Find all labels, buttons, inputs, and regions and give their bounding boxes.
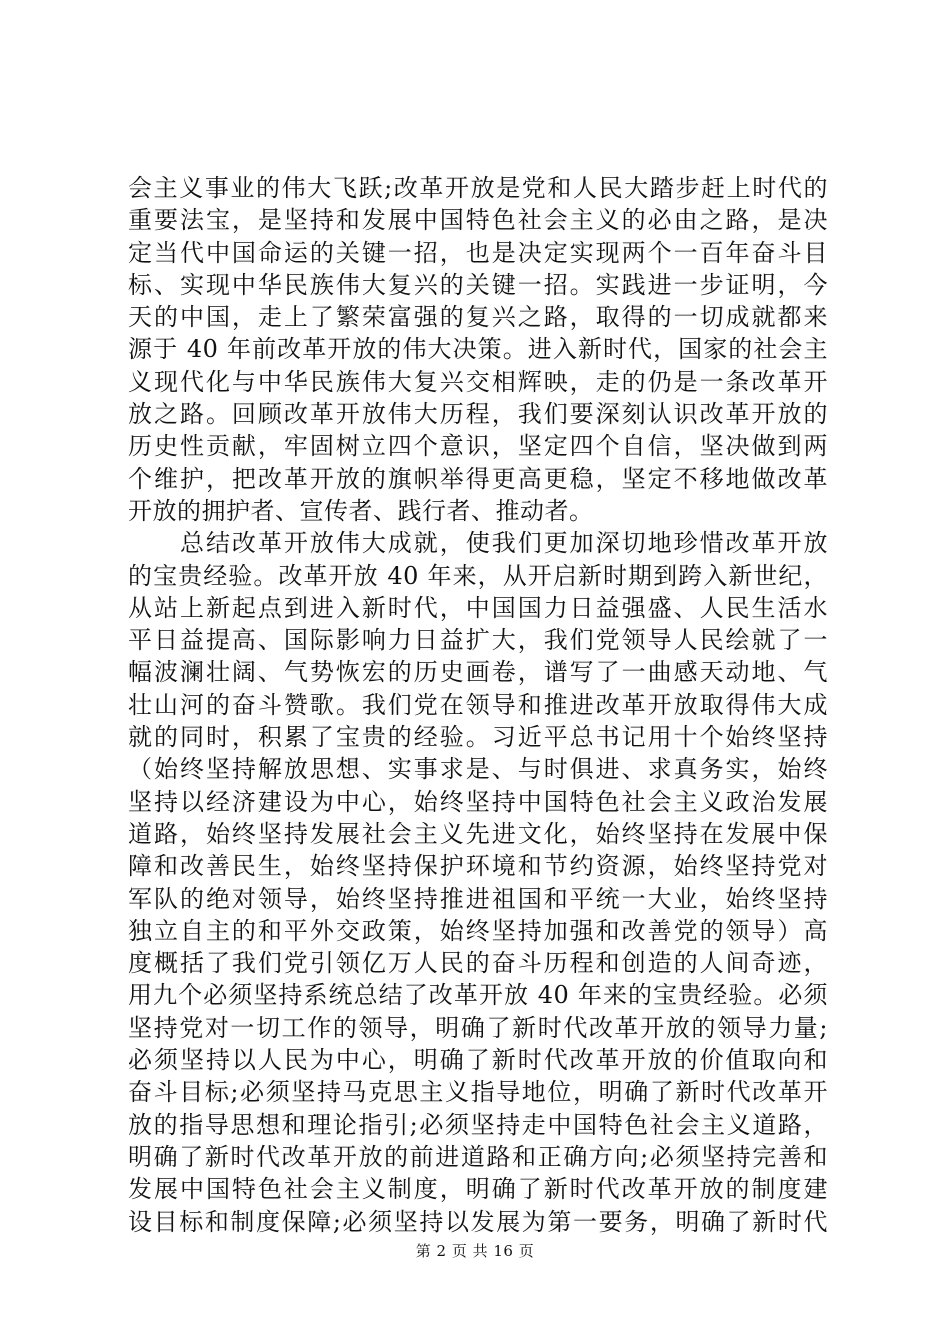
text-line: 幅波澜壮阔、气势恢宏的历史画卷，谱写了一曲感天动地、气 bbox=[128, 658, 828, 687]
text-line: 必须坚持以人民为中心，明确了新时代改革开放的价值取向和 bbox=[128, 1046, 828, 1075]
text-line: 独立自主的和平外交政策，始终坚持加强和改善党的领导）高 bbox=[128, 916, 828, 945]
text-line: 总结改革开放伟大成就，使我们更加深切地珍惜改革开放 bbox=[128, 529, 828, 558]
text-line: 明确了新时代改革开放的前进道路和正确方向;必须坚持完善和 bbox=[128, 1142, 828, 1171]
text-line: 就的同时，积累了宝贵的经验。习近平总书记用十个始终坚持 bbox=[128, 723, 828, 752]
text-line: 个维护，把改革开放的旗帜举得更高更稳，坚定不移地做改革 bbox=[128, 464, 828, 493]
text-line: 平日益提高、国际影响力日益扩大，我们党领导人民绘就了一 bbox=[128, 626, 828, 655]
text-line: 障和改善民生，始终坚持保护环境和节约资源，始终坚持党对 bbox=[128, 852, 828, 881]
text-line: 定当代中国命运的关键一招，也是决定实现两个一百年奋斗目 bbox=[128, 238, 828, 267]
text-line: 奋斗目标;必须坚持马克思主义指导地位，明确了新时代改革开 bbox=[128, 1078, 828, 1107]
text-line: 开放的拥护者、宣传者、践行者、推动者。 bbox=[128, 496, 594, 525]
page-footer: 第 2 页 共 16 页 bbox=[415, 1242, 535, 1260]
text-line: 标、实现中华民族伟大复兴的关键一招。实践进一步证明，今 bbox=[128, 270, 828, 299]
text-line: 重要法宝，是坚持和发展中国特色社会主义的必由之路，是决 bbox=[128, 206, 828, 235]
text-line: 会主义事业的伟大飞跃;改革开放是党和人民大踏步赶上时代的 bbox=[128, 174, 828, 202]
text-line: 壮山河的奋斗赞歌。我们党在领导和推进改革开放取得伟大成 bbox=[128, 690, 828, 719]
text-line: 放的指导思想和理论指引;必须坚持走中国特色社会主义道路， bbox=[128, 1110, 828, 1139]
text-line: 源于 40 年前改革开放的伟大决策。进入新时代，国家的社会主 bbox=[128, 335, 828, 364]
text-line: 军队的绝对领导，始终坚持推进祖国和平统一大业，始终坚持 bbox=[128, 884, 828, 913]
text-line: 从站上新起点到进入新时代，中国国力日益强盛、人民生活水 bbox=[128, 593, 828, 622]
text-line: 历史性贡献，牢固树立四个意识，坚定四个自信，坚决做到两 bbox=[128, 432, 828, 461]
text-line: 的宝贵经验。改革开放 40 年来，从开启新时期到跨入新世纪， bbox=[128, 561, 828, 590]
text-line: 度概括了我们党引领亿万人民的奋斗历程和创造的人间奇迹， bbox=[128, 949, 828, 978]
text-line: （始终坚持解放思想、实事求是、与时俱进、求真务实，始终 bbox=[128, 755, 828, 784]
text-line: 坚持党对一切工作的领导，明确了新时代改革开放的领导力量; bbox=[128, 1013, 828, 1042]
text-line: 放之路。回顾改革开放伟大历程，我们要深刻认识改革开放的 bbox=[128, 400, 828, 429]
text-line: 道路，始终坚持发展社会主义先进文化，始终坚持在发展中保 bbox=[128, 819, 828, 848]
text-line: 坚持以经济建设为中心，始终坚持中国特色社会主义政治发展 bbox=[128, 787, 828, 816]
text-line: 设目标和制度保障;必须坚持以发展为第一要务，明确了新时代 bbox=[128, 1207, 828, 1236]
text-line: 天的中国，走上了繁荣富强的复兴之路，取得的一切成就都来 bbox=[128, 303, 828, 332]
text-line: 用九个必须坚持系统总结了改革开放 40 年来的宝贵经验。必须 bbox=[128, 981, 828, 1010]
text-line: 义现代化与中华民族伟大复兴交相辉映，走的仍是一条改革开 bbox=[128, 367, 828, 396]
text-line: 发展中国特色社会主义制度，明确了新时代改革开放的制度建 bbox=[128, 1175, 828, 1204]
body-text bbox=[128, 172, 828, 1238]
